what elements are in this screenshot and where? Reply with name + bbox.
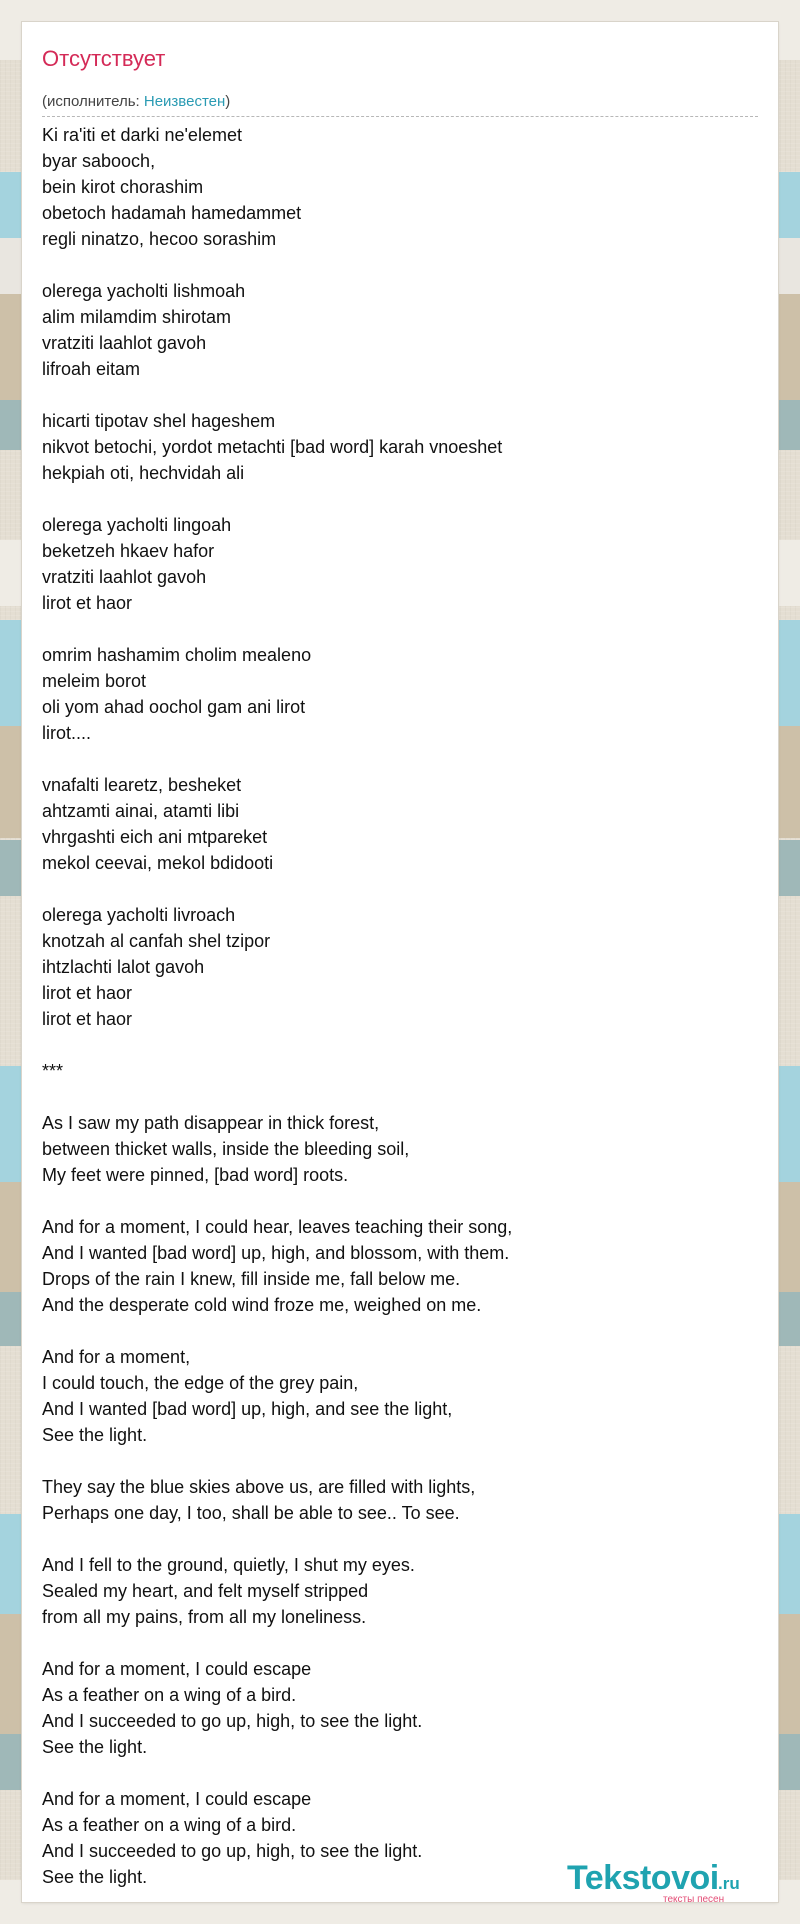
lyric-line: ***: [42, 1061, 64, 1081]
stanza-break: [42, 1448, 758, 1474]
lyrics-card: [22, 22, 778, 1905]
stanza-break: [42, 876, 758, 902]
lyric-line: And for a moment,: [42, 1347, 191, 1367]
stanza-break: [42, 252, 758, 278]
lyric-line: And for a moment, I could hear, leaves teaching their song,: [42, 1217, 513, 1237]
lyric-line: And I wanted [bad word] up, high, and see the light,: [42, 1399, 453, 1419]
lyric-line: vratziti laahlot gavoh: [42, 333, 207, 353]
logo-domain: .ru: [718, 1874, 740, 1893]
lyric-line: nikvot betochi, yordot metachti [bad word] karah vnoeshet: [42, 437, 503, 457]
stanza-break: [42, 1084, 758, 1110]
lyric-line: meleim borot: [42, 671, 147, 691]
lyric-line: Drops of the rain I knew, fill inside me, fall below me.: [42, 1269, 461, 1289]
stanza-break: [42, 486, 758, 512]
lyric-line: hekpiah oti, hechvidah ali: [42, 463, 245, 483]
lyric-line: lirot et haor: [42, 593, 133, 613]
stanza-break: [42, 1760, 758, 1786]
artist-suffix: ): [225, 93, 231, 110]
artist-prefix: (исполнитель:: [42, 93, 144, 110]
lyric-line: bein kirot chorashim: [42, 177, 204, 197]
artist-link[interactable]: Неизвестен: [143, 93, 226, 110]
lyric-line: As I saw my path disappear in thick forest,: [42, 1113, 380, 1133]
song-title: Отсутствует: [42, 46, 166, 71]
lyric-line: mekol ceevai, mekol bdidooti: [42, 853, 274, 873]
stanza-break: [42, 1526, 758, 1552]
lyric-line: And I fell to the ground, quietly, I shut my eyes.: [42, 1555, 415, 1575]
lyric-line: See the light.: [42, 1425, 148, 1445]
lyric-line: vnafalti learetz, besheket: [42, 775, 242, 795]
lyric-line: hicarti tipotav shel hageshem: [42, 411, 276, 431]
lyric-line: obetoch hadamah hamedammet: [42, 203, 302, 223]
site-logo[interactable]: [567, 1858, 767, 1906]
lyric-line: ihtzlachti lalot gavoh: [42, 957, 205, 977]
lyric-line: And I wanted [bad word] up, high, and blossom, with them.: [42, 1243, 510, 1263]
stanza-break: [42, 1032, 758, 1058]
lyric-line: See the light.: [42, 1867, 148, 1887]
lyric-line: regli ninatzo, hecoo sorashim: [42, 229, 277, 249]
lyric-line: from all my pains, from all my loneliness.: [42, 1607, 367, 1627]
lyric-line: alim milamdim shirotam: [42, 307, 232, 327]
lyric-line: Perhaps one day, I too, shall be able to see.. To see.: [42, 1503, 460, 1523]
lyric-line: And I succeeded to go up, high, to see the light.: [42, 1711, 423, 1731]
stanza-break: [42, 382, 758, 408]
logo-tagline: тексты песен: [663, 1894, 725, 1905]
lyric-line: knotzah al canfah shel tzipor: [42, 931, 271, 951]
lyric-line: lirot....: [42, 723, 92, 743]
lyric-line: lirot et haor: [42, 983, 133, 1003]
lyric-line: I could touch, the edge of the grey pain,: [42, 1373, 359, 1393]
lyric-line: olerega yacholti livroach: [42, 905, 236, 925]
stanza-break: [42, 1318, 758, 1344]
lyric-line: Ki ra'iti et darki ne'elemet: [42, 125, 242, 145]
logo-wordmark: Tekstovoi: [567, 1859, 719, 1897]
lyric-line: lirot et haor: [42, 1009, 133, 1029]
stanza-break: [42, 1630, 758, 1656]
lyric-line: beketzeh hkaev hafor: [42, 541, 215, 561]
lyric-line: lifroah eitam: [42, 359, 141, 379]
lyric-line: They say the blue skies above us, are filled with lights,: [42, 1477, 476, 1497]
lyric-line: And for a moment, I could escape: [42, 1659, 312, 1679]
lyric-line: Sealed my heart, and felt myself stripped: [42, 1581, 369, 1601]
lyric-line: ahtzamti ainai, atamti libi: [42, 801, 240, 821]
stanza-break: [42, 1188, 758, 1214]
lyric-line: As a feather on a wing of a bird.: [42, 1815, 297, 1835]
lyric-line: And for a moment, I could escape: [42, 1789, 312, 1809]
lyric-line: olerega yacholti lingoah: [42, 515, 232, 535]
stanza-break: [42, 616, 758, 642]
lyrics-text: [42, 122, 758, 1890]
stanza-break: [42, 746, 758, 772]
lyric-line: And the desperate cold wind froze me, weighed on me.: [42, 1295, 482, 1315]
lyric-line: vratziti laahlot gavoh: [42, 567, 207, 587]
lyric-line: My feet were pinned, [bad word] roots.: [42, 1165, 349, 1185]
artist-line: [42, 92, 230, 112]
lyric-line: oli yom ahad oochol gam ani lirot: [42, 697, 306, 717]
song-header: [42, 44, 758, 117]
lyric-line: byar sabooch,: [42, 151, 156, 171]
lyric-line: As a feather on a wing of a bird.: [42, 1685, 297, 1705]
lyric-line: between thicket walls, inside the bleeding soil,: [42, 1139, 410, 1159]
lyric-line: vhrgashti eich ani mtpareket: [42, 827, 268, 847]
lyric-line: And I succeeded to go up, high, to see the light.: [42, 1841, 423, 1861]
lyric-line: olerega yacholti lishmoah: [42, 281, 246, 301]
lyric-line: omrim hashamim cholim mealeno: [42, 645, 312, 665]
lyric-line: See the light.: [42, 1737, 148, 1757]
